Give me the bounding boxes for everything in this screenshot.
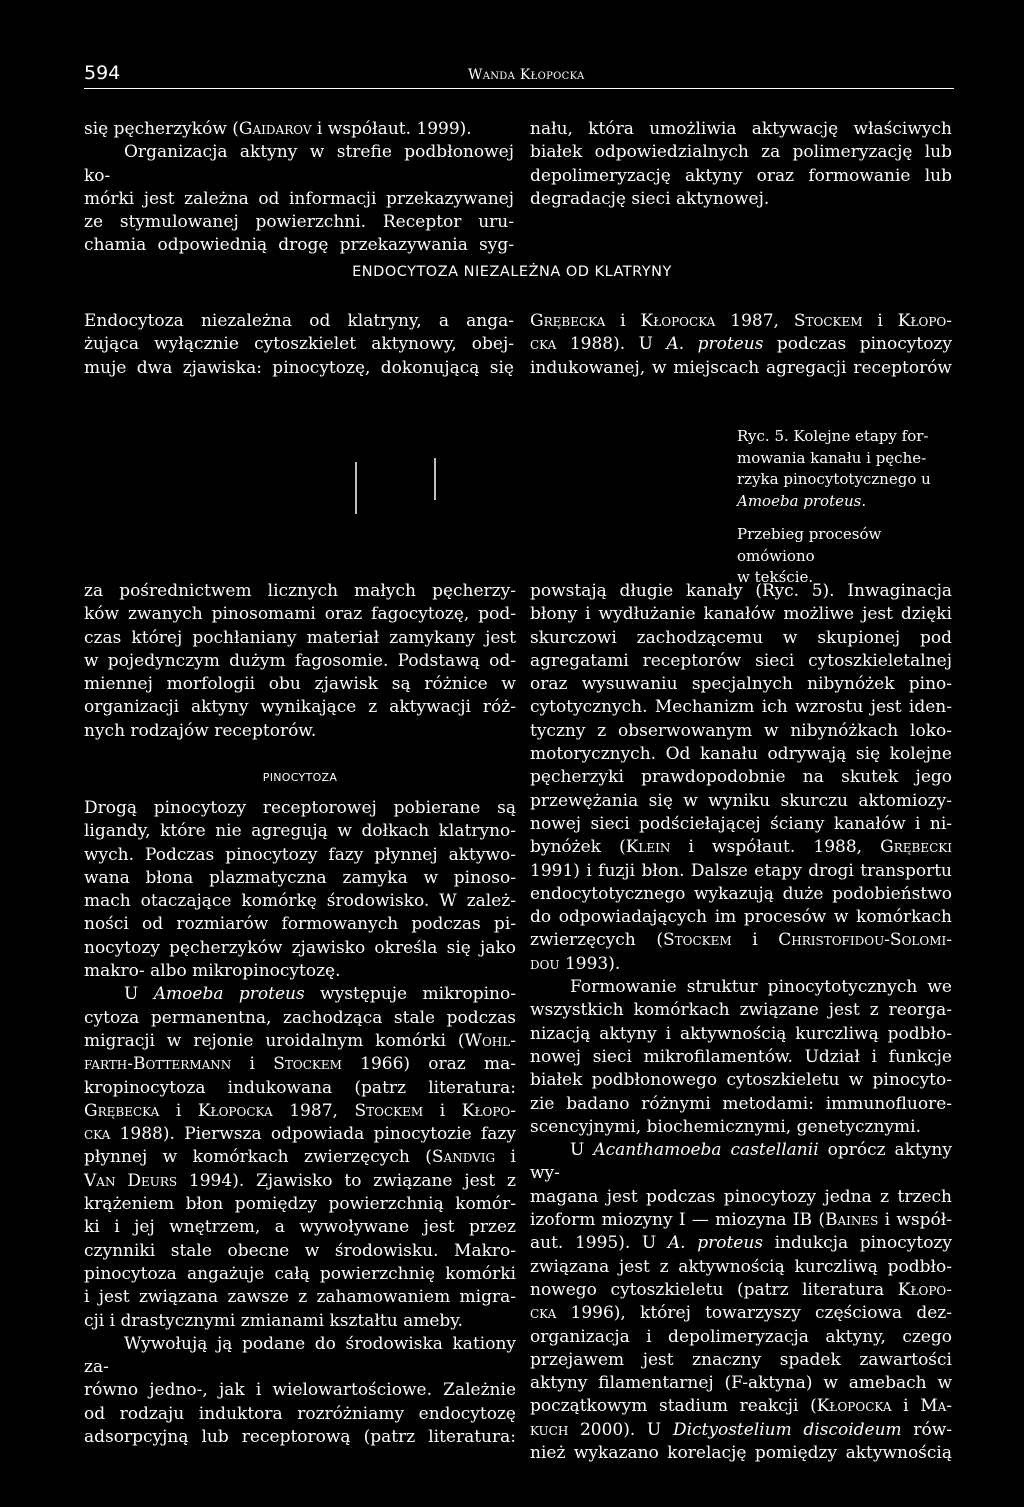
text-line: U Amoeba proteus występuje mikropino- [124, 984, 516, 1005]
text-line: wana błona plazmatyczna zamyka w pinoso- [84, 867, 516, 888]
text-line: degradację sieci aktynowej. [530, 188, 770, 209]
text-line: cji i drastycznymi zmianami kształtu ameby. [84, 1310, 464, 1331]
text-line: dou 1993). [530, 953, 621, 974]
text-line: mowania kanału i pęche- [737, 448, 927, 467]
text-line: białek podbłonowego cytoszkieletu w pinocyto- [530, 1070, 952, 1091]
figure-5-illustration [340, 450, 460, 530]
running-header-author: Wanda Kłopocka [468, 67, 585, 83]
text-line: ki i jej wnętrzem, a wywoływane jest przez [84, 1217, 516, 1238]
text-line: czas której pochłaniany materiał zamykany jest [84, 627, 516, 648]
text-line: białek odpowiedzialnych za polimeryzację lub [530, 142, 952, 163]
text-line: skurczowi zachodzącemu w skupionej pod [530, 627, 952, 648]
text-line: nizacją aktyny i aktywnością kurczliwą podbło- [530, 1023, 952, 1044]
text-line: organizacja i depolimeryzacja aktyny, czego [530, 1326, 952, 1347]
text-line: nież wykazano korelację pomiędzy aktywnością [530, 1442, 952, 1463]
text-line: pęcherzyki prawdopodobnie na skutek jego [530, 767, 952, 788]
text-line: magana jest podczas pinocytozy jedna z trzech [530, 1186, 952, 1207]
text-line: kropinocytoza indukowana (patrz literatura: [84, 1077, 516, 1098]
text-line: czynniki stale obecne w środowisku. Makro- [84, 1240, 516, 1261]
text-line: oraz wysuwaniu specjalnych nibynóżek pino- [530, 674, 952, 695]
text-line: rzyka pinocytotycznego u [737, 470, 931, 488]
text-line: równo jedno-, jak i wielowartościowe. Zależnie [84, 1380, 516, 1401]
text-line: Endocytoza niezależna od klatryny, a anga- [84, 311, 514, 331]
text-line: agregatami receptorów sieci cytoszkieletalnej [530, 650, 952, 671]
top-right-paragraph [530, 118, 952, 211]
text-line: początkowym stadium reakcji (Kłopocka i Ma- [530, 1396, 953, 1417]
text-line: makro- albo mikropinocytozę. [84, 961, 341, 982]
text-line: nych rodzajów receptorów. [84, 720, 317, 741]
figure-caption-text [737, 426, 961, 512]
section-right-paragraph [530, 310, 952, 380]
text-line: Formowanie struktur pinocytotycznych we [570, 977, 952, 998]
text-line: mach otaczające komórkę środowisko. W zależ- [84, 891, 516, 912]
text-line: w pojedynczym dużym fagosomie. Podstawą od- [84, 650, 516, 671]
top-left-paragraph [84, 118, 514, 258]
text-line: nowej sieci podściełającej ściany kanałów i ni- [530, 813, 952, 834]
text-line: w tekście. [737, 568, 814, 586]
text-line: mórki jest zależna od informacji przekazywanej [84, 188, 514, 209]
text-line: nocytozy pęcherzyków zjawisko określa się jako [84, 937, 516, 958]
text-line: się pęcherzyków (Gaidarov i współaut. 1999). [84, 119, 472, 139]
text-line: organizacji aktyny wynikające z aktywacji róż- [84, 697, 516, 718]
text-line: U Acanthamoeba castellanii oprócz aktyny wy- [530, 1140, 952, 1184]
text-line: cytotycznych. Mechanizm ich wzrostu jest iden- [530, 697, 952, 718]
text-line: ków zwanych pinosomami oraz fagocytozę, pod- [84, 604, 516, 625]
text-line: i jest związana zawsze z zahamowaniem migra- [84, 1287, 516, 1308]
text-line: cytoza permanentna, zachodząca stale podczas [84, 1007, 516, 1028]
text-line: Grębecka i Kłopocka 1987, Stockem i Kłopo- [530, 311, 952, 331]
text-line: cka 1996), której towarzyszy częściowa dez- [530, 1303, 952, 1324]
figure-caption [737, 426, 961, 589]
text-line: aut. 1995). U A. proteus indukcja pinocytozy [530, 1233, 952, 1254]
text-line: aktyny filamentarnej (F-aktyna) w amebach w [530, 1373, 952, 1394]
text-line: krążeniem błon pomiędzy powierzchnią komór- [84, 1194, 516, 1215]
text-line: Grębecka i Kłopocka 1987, Stockem i Kłopo- [84, 1100, 516, 1121]
text-line: indukowanej, w miejscach agregacji receptorów [530, 357, 952, 378]
left-column-paragraph-2 [84, 797, 516, 1449]
text-line: farth-Bottermann i Stockem 1966) oraz ma- [84, 1054, 517, 1075]
text-line: nowej sieci mikrofilamentów. Udział i funkcje [530, 1046, 952, 1067]
text-line: cka 1988). Pierwsza odpowiada pinocytozie fazy [84, 1124, 516, 1145]
text-line: Organizacja aktyny w strefie podbłonowej ko- [84, 142, 514, 186]
text-line: za pośrednictwem licznych małych pęcherzy- [84, 581, 516, 601]
text-line: wszystkich komórkach związane jest z reorga- [530, 1000, 952, 1021]
text-line: Van Deurs 1994). Zjawisko to związane jest z [84, 1170, 517, 1191]
text-line: Przebieg procesów omówiono [737, 525, 882, 565]
text-line: ligandy, które nie agregują w dołkach klatryno- [84, 821, 516, 842]
page-number: 594 [84, 62, 121, 84]
text-line: błony i wydłużanie kanałów możliwe jest dzięki [530, 604, 952, 625]
text-line: od rodzaju induktora rozróżniamy endocytozę [84, 1403, 516, 1424]
text-line: kuch 2000). U Dictyostelium discoideum rów- [530, 1419, 952, 1440]
text-line: związana jest z aktywnością kurczliwą podbło- [530, 1256, 952, 1277]
text-line: przewężania się w wyniku skurczu aktomiozy- [530, 790, 952, 811]
text-line: Amoeba proteus. [737, 491, 867, 510]
text-line: depolimeryzację aktyny oraz formowanie lub [530, 165, 952, 186]
text-line: miennej morfologii obu zjawisk są różnice w [84, 674, 516, 695]
text-line: motorycznych. Od kanału odrywają się kolejne [530, 744, 952, 765]
text-line: Drogą pinocytozy receptorowej pobierane są [84, 798, 516, 818]
right-column-text [530, 580, 952, 1465]
section-title: ENDOCYTOZA NIEZALEŻNA OD KLATRYNY [352, 264, 672, 280]
text-line: tyczny z obserwowanym w nibynóżkach loko- [530, 720, 952, 741]
text-line: endocytotycznego wykazują duże podobieństwo [530, 883, 952, 904]
text-line: ności od rozmiarów formowanych podczas pi- [84, 914, 516, 935]
text-line: adsorpcyjną lub receptorową (patrz literatura: [84, 1427, 516, 1448]
section-left-paragraph [84, 310, 514, 380]
left-column-paragraph-1 [84, 580, 516, 743]
text-line: izoform miozyny I — miozyna IB (Baines i współ- [530, 1210, 952, 1231]
text-line: do odpowiadających im procesów w komórkach [530, 907, 952, 928]
text-line: migracji w rejonie uroidalnym komórki (Wohl- [84, 1030, 516, 1051]
text-line: zie badano różnymi metodami: immunofluore- [530, 1093, 952, 1114]
text-line: cka 1988). U A. proteus podczas pinocytozy [530, 334, 952, 355]
text-line: scencyjnymi, biochemicznymi, genetycznymi. [530, 1116, 921, 1137]
text-line: muje dwa zjawiska: pinocytozę, dokonującą się [84, 357, 514, 378]
subsection-title: PINOCYTOZA [262, 771, 338, 784]
text-line: ze stymulowanej powierzchni. Receptor uru- [84, 212, 514, 233]
text-line: nału, która umożliwia aktywację właściwych [530, 119, 952, 139]
text-line: pinocytoza angażuje całą powierzchnię komórki [84, 1263, 516, 1284]
text-line: Wywołują ją podane do środowiska kationy za- [84, 1333, 516, 1378]
text-line: płynnej w komórkach zwierzęcych (Sandvig i [84, 1147, 516, 1168]
text-line: Ryc. 5. Kolejne etapy for- [737, 427, 929, 445]
text-line: 1991) i fuzji błon. Dalsze etapy drogi transportu [530, 860, 952, 881]
figure-caption-note [737, 524, 961, 589]
text-line: zwierzęcych (Stockem i Christofidou-Solomi- [530, 930, 952, 951]
text-line: żująca wyłącznie cytoszkielet aktynowy, obej- [84, 334, 514, 355]
text-line: nowego cytoszkieletu (patrz literatura Kłopo- [530, 1279, 952, 1300]
text-line: bynóżek (Klein i współaut. 1988, Grębecki [530, 837, 952, 858]
text-line: powstają długie kanały (Ryc. 5). Inwaginacja [530, 581, 952, 601]
header-rule [84, 88, 954, 89]
text-line: wych. Podczas pinocytozy fazy płynnej aktywo- [84, 844, 516, 865]
text-line: chamia odpowiednią drogę przekazywania syg- [84, 235, 514, 256]
text-line: przejawem jest znaczny spadek zawartości [530, 1349, 952, 1370]
